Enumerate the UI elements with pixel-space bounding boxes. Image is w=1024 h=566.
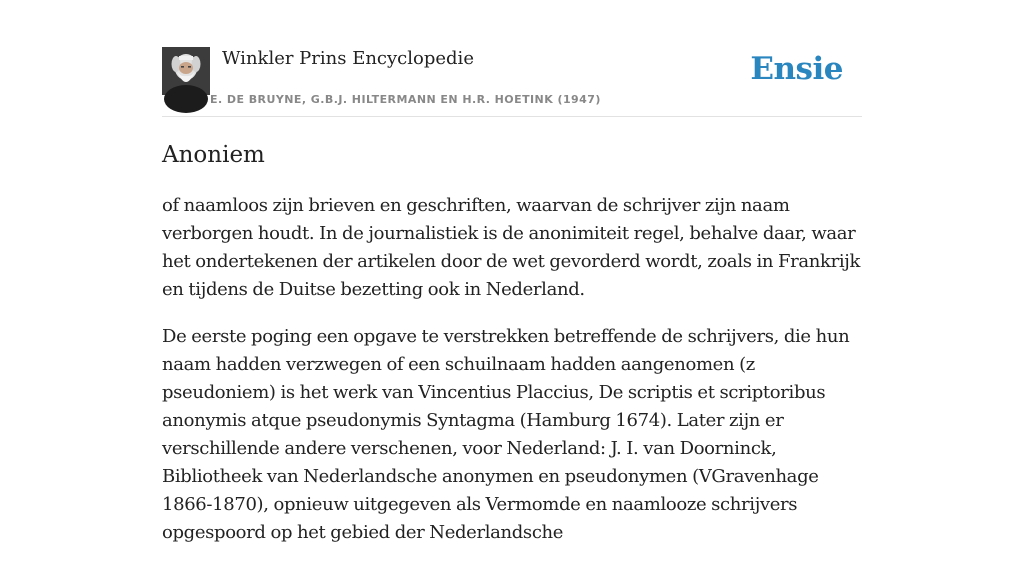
author-portrait-image [162, 47, 210, 95]
author-portrait-avatar[interactable] [162, 47, 210, 95]
book-title[interactable]: Winkler Prins Encyclopedie [222, 48, 474, 69]
article-body [162, 192, 862, 566]
page [162, 0, 862, 543]
article-paragraph: of naamloos zijn brieven en geschriften, waarvan de schrijver zijn naam verborgen houdt. In de journalistiek is de anonimiteit regel, behalve daar, waar het ondertekenen der artikelen door de wet gevorderd wordt, zoals in Frankrijk en tijdens de Duitse bezetting ook in Nederland. [162, 195, 861, 300]
site-header [162, 46, 862, 117]
ensie-logo[interactable]: Ensie [750, 51, 843, 87]
entry-title: Anoniem [162, 142, 265, 168]
article-paragraph: De eerste poging een opgave te verstrekken betreffende de schrijvers, die hun naam hadden verzwegen of een schuilnaam hadden aangenomen (z pseudoniem) is het werk van Vincentius Placcius, De scriptis et scriptoribus anonymis atque pseudonymis Syntagma (Hamburg 1674). Later zijn er verschillende andere verschenen, voor Nederland: J. I. van Doorninck, Bibliotheek van Nederlandsche anonymen en pseudonymen (VGravenhage 1866-1870), opnieuw uitgegeven als Vermomde en naamlooze schrijvers opgespoord op het gebied der Nederlandsche [162, 326, 850, 543]
book-authors: E. DE BRUYNE, G.B.J. HILTERMANN EN H.R. HOETINK (1947) [210, 93, 601, 106]
